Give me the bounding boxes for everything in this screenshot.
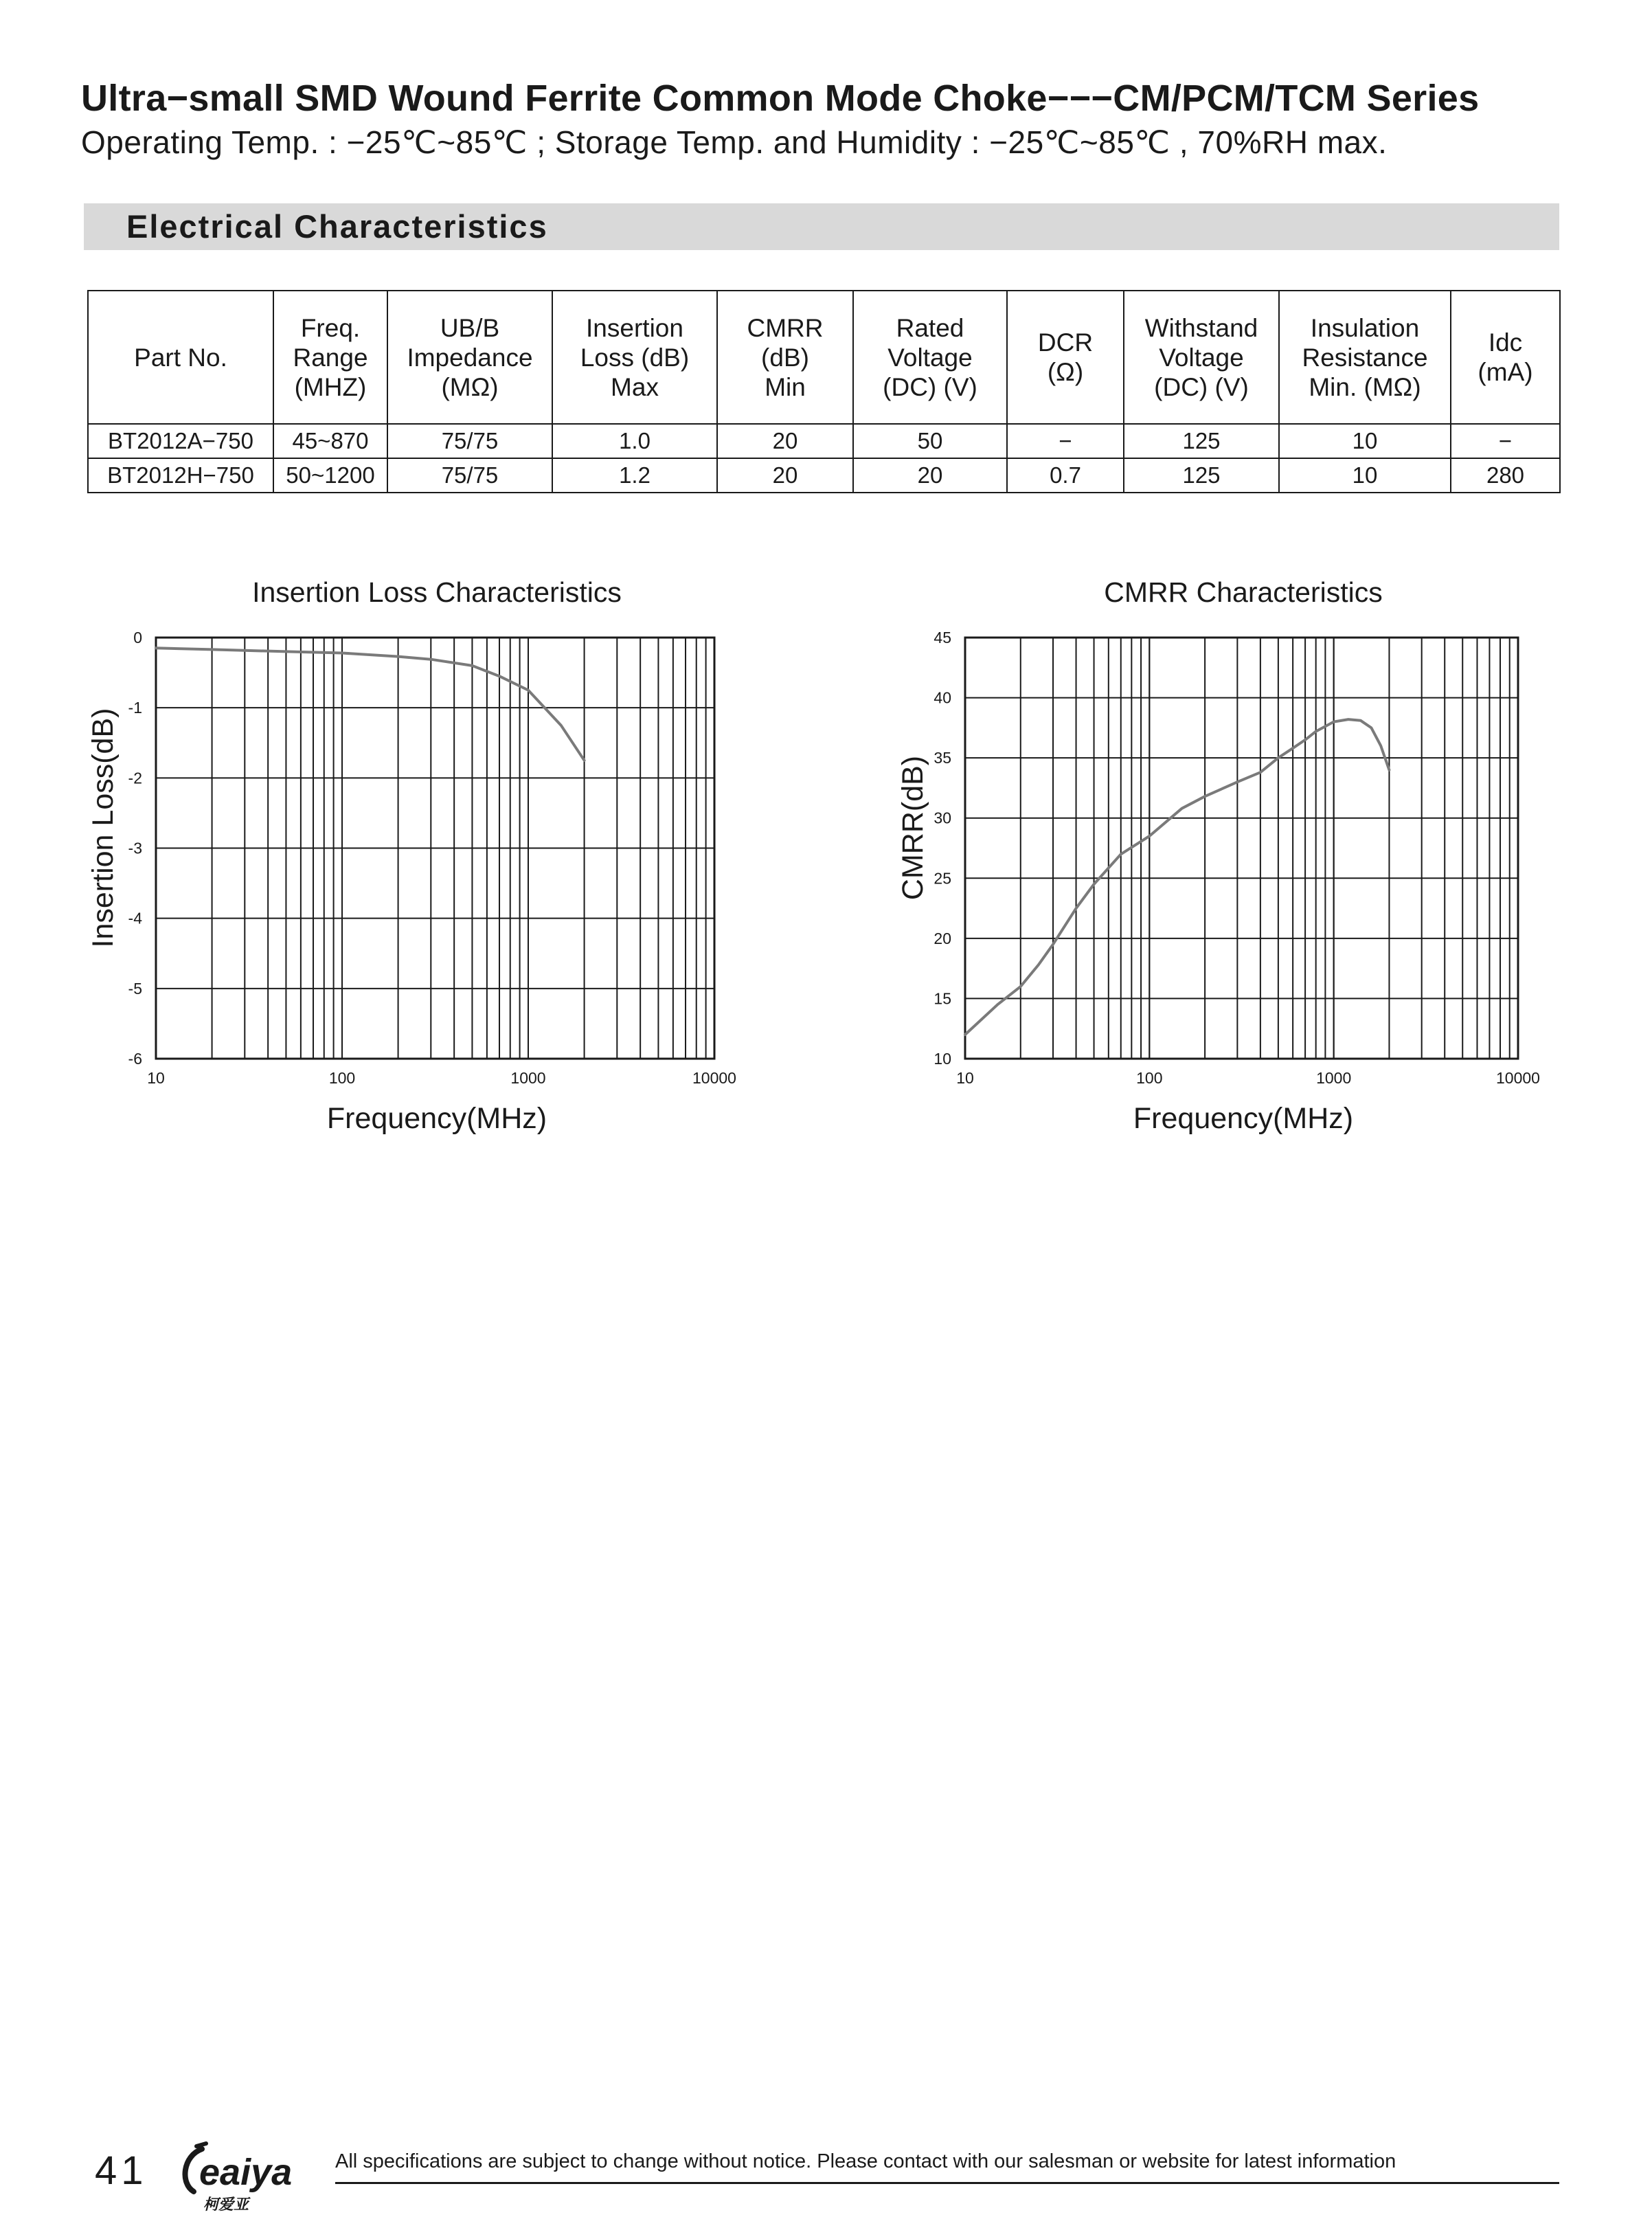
y-axis-label: CMRR(dB) (896, 755, 929, 901)
cell-idc: − (1451, 424, 1560, 458)
insertion-loss-chart (0, 550, 797, 1154)
y-axis-label: Insertion Loss(dB) (87, 708, 120, 948)
logo-subtext: 柯爱亚 (203, 2196, 249, 2214)
cell-insulation-resistance: 10 (1279, 424, 1451, 458)
cell-cmrr: 20 (717, 458, 853, 493)
cell-dcr: 0.7 (1007, 458, 1124, 493)
y-tick-label: -2 (128, 769, 142, 787)
x-tick-label: 1000 (510, 1069, 546, 1087)
x-axis-label: Frequency(MHz) (326, 1102, 547, 1135)
cell-withstand-voltage: 125 (1124, 424, 1279, 458)
logo-text: eaiya (199, 2152, 293, 2193)
y-tick-label: 40 (934, 688, 951, 707)
header-insertion-loss: Insertion Loss (dB) Max (552, 291, 717, 424)
table-header-row (88, 291, 1560, 424)
table-row (88, 458, 1560, 493)
cell-part-no: BT2012A−750 (88, 424, 273, 458)
x-tick-labels (956, 1069, 1540, 1087)
chart-grid (156, 638, 714, 1059)
cell-cmrr: 20 (717, 424, 853, 458)
y-tick-label: 0 (133, 629, 142, 646)
cell-impedance: 75/75 (387, 424, 552, 458)
cell-freq-range: 50~1200 (273, 458, 387, 493)
cell-impedance: 75/75 (387, 458, 552, 493)
header-withstand-voltage: Withstand Voltage (DC) (V) (1124, 291, 1279, 424)
x-tick-label: 100 (1136, 1069, 1163, 1087)
footer-note: All specifications are subject to change without notice. Please contact with our salesman or website for latest information (335, 2150, 1396, 2172)
x-tick-label: 10 (956, 1069, 974, 1087)
cmrr-chart-svg (804, 550, 1600, 1154)
cell-idc: 280 (1451, 458, 1560, 493)
section-header-bar (84, 203, 1559, 250)
cell-insertion-loss: 1.2 (552, 458, 717, 493)
x-axis-label: Frequency(MHz) (1133, 1102, 1354, 1135)
insertion-loss-chart-svg (0, 550, 797, 1154)
y-tick-labels (934, 629, 951, 1068)
y-tick-label: 10 (934, 1050, 951, 1068)
header-impedance: UB/B Impedance (MΩ) (387, 291, 552, 424)
cell-freq-range: 45~870 (273, 424, 387, 458)
y-tick-label: -5 (128, 979, 142, 998)
page-title: Ultra−small SMD Wound Ferrite Common Mode Choke−−−CM/PCM/TCM Series (81, 78, 1480, 119)
cmrr-chart (804, 550, 1600, 1154)
x-tick-label: 10000 (692, 1069, 736, 1087)
chart-grid (965, 638, 1518, 1059)
cell-insertion-loss: 1.0 (552, 424, 717, 458)
electrical-characteristics-table (87, 290, 1561, 493)
y-tick-label: 15 (934, 989, 951, 1008)
header-rated-voltage: Rated Voltage (DC) (V) (853, 291, 1007, 424)
header-insulation-resistance: Insulation Resistance Min. (MΩ) (1279, 291, 1451, 424)
header-part-no: Part No. (88, 291, 273, 424)
x-tick-labels (147, 1069, 736, 1087)
cell-dcr: − (1007, 424, 1124, 458)
table-row (88, 424, 1560, 458)
x-tick-label: 10 (147, 1069, 165, 1087)
y-tick-label: 30 (934, 809, 951, 827)
y-tick-label: 45 (934, 629, 951, 646)
y-tick-label: -1 (128, 699, 142, 717)
header-idc: Idc (mA) (1451, 291, 1560, 424)
cell-insulation-resistance: 10 (1279, 458, 1451, 493)
header-dcr: DCR (Ω) (1007, 291, 1124, 424)
page-number: 41 (95, 2148, 148, 2193)
footer-divider (335, 2182, 1559, 2184)
plot-frame (965, 638, 1518, 1059)
x-tick-label: 10000 (1496, 1069, 1540, 1087)
cell-withstand-voltage: 125 (1124, 458, 1279, 493)
header-freq-range: Freq. Range (MHZ) (273, 291, 387, 424)
y-tick-labels (128, 629, 143, 1068)
cell-rated-voltage: 50 (853, 424, 1007, 458)
eaiya-logo (176, 2135, 306, 2218)
y-tick-label: -3 (128, 839, 142, 857)
page-subtitle: Operating Temp. : −25℃~85℃ ; Storage Temp. and Humidity : −25℃~85℃ , 70%RH max. (81, 124, 1388, 160)
y-tick-label: 25 (934, 869, 951, 888)
header-cmrr: CMRR (dB) Min (717, 291, 853, 424)
y-tick-label: -6 (128, 1050, 142, 1068)
cell-rated-voltage: 20 (853, 458, 1007, 493)
section-title: Electrical Characteristics (126, 208, 548, 245)
y-tick-label: -4 (128, 909, 142, 927)
y-tick-label: 20 (934, 929, 951, 947)
y-tick-label: 35 (934, 749, 951, 767)
x-tick-label: 100 (328, 1069, 356, 1087)
chart-title: Insertion Loss Characteristics (252, 576, 622, 608)
cell-part-no: BT2012H−750 (88, 458, 273, 493)
chart-title: CMRR Characteristics (1104, 576, 1383, 608)
x-tick-label: 1000 (1316, 1069, 1352, 1087)
